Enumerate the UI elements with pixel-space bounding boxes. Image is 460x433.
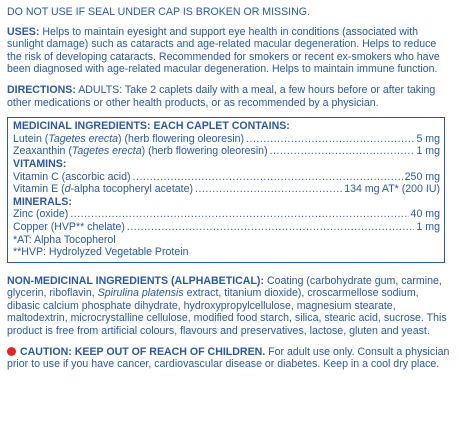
ingredient-amount: 40 mg: [410, 208, 440, 221]
leader-dots: [127, 221, 415, 234]
ingredient-row: Vitamin C (ascorbic acid) ..... 250 mg: [13, 171, 440, 184]
vitamins-heading: VITAMINS:: [13, 157, 67, 170]
ingredient-amount: 250 mg: [404, 170, 440, 183]
medicinal-heading: MEDICINAL INGREDIENTS: EACH CAPLET CONTAINS:: [13, 120, 290, 133]
directions-heading: DIRECTIONS:: [7, 83, 76, 96]
directions-text: ADULTS: Take 2 caplets daily with a meal, a few hours before or after taking other medications or other health products, or as recommended by a physician.: [7, 83, 436, 109]
non-medicinal-section: NON-MEDICINAL INGREDIENTS (ALPHABETICAL): Coating (carbohydrate gum, carmine, glycerin, riboflavin, Spirulina platensis extract, titanium dioxide), croscarmellose sodium, dibasic calcium phosphate dihydrate, hydroxypropylcellulose, magnesium stearate, maltodextrin, microcrystalline cellulose, modified food starch, silica, stearic acid, sucrose. This product is free from artificial colours, flavours and preservatives, lactose, gluten and yeast.: [7, 274, 447, 338]
caution-section: [7, 346, 453, 371]
medicinal-ingredients-box: [7, 117, 445, 263]
ingredient-amount: 1 mg: [416, 220, 440, 233]
caution-heading: CAUTION: KEEP OUT OF REACH OF CHILDREN.: [20, 345, 266, 358]
leader-dots: [270, 145, 415, 158]
ingredient-amount: 5 mg: [416, 132, 440, 145]
non-medicinal-heading: NON-MEDICINAL INGREDIENTS (ALPHABETICAL):: [7, 274, 264, 287]
footnote-at: *AT: Alpha Tocopherol: [13, 233, 116, 246]
seal-warning: DO NOT USE IF SEAL UNDER CAP IS BROKEN OR MISSING.: [7, 6, 310, 18]
uses-section: [7, 26, 453, 76]
ingredient-row: Copper (HVP** chelate) ..... 1 mg: [13, 221, 440, 234]
leader-dots: [195, 183, 342, 196]
label-text: [7, 6, 453, 371]
caution-text: For adult use only. Consult a physician prior to use if you have cancer, cardiovascular disease or diabetes. Keep in a cool dry place.: [7, 345, 450, 371]
leader-dots: [70, 208, 408, 221]
caution-dot-icon: [7, 347, 16, 356]
ingredient-amount: 1 mg: [416, 145, 440, 158]
ingredient-row: Vitamin E (d-alpha tocopheryl acetate) ..... 134 mg AT* (200 IU): [13, 183, 440, 196]
footnote-hvp: **HVP: Hydrolyzed Vegetable Protein: [13, 246, 189, 259]
ingredient-amount: 134 mg AT* (200 IU): [344, 183, 440, 196]
uses-heading: USES:: [7, 25, 40, 38]
ingredient-row: Zinc (oxide) ..... 40 mg: [13, 208, 440, 221]
ingredient-row: Zeaxanthin (Tagetes erecta) (herb flowering oleoresin) ..... 1 mg: [13, 145, 440, 158]
minerals-heading: MINERALS:: [13, 195, 72, 208]
directions-section: [7, 84, 453, 109]
ingredient-row: Lutein (Tagetes erecta) (herb flowering oleoresin) ..... 5 mg: [13, 133, 440, 146]
uses-text: Helps to maintain eyesight and support eye health in conditions (associated with sunlight damage) such as cataracts and age-related macular degeneration. Helps to reduce the risk of developing cataracts. Recommended for smokers or recent ex-smokers who have been diagnosed with age-related macular degeneration. Helps to maintain immune function.: [7, 25, 440, 76]
leader-dots: [133, 171, 403, 184]
leader-dots: [246, 133, 414, 146]
